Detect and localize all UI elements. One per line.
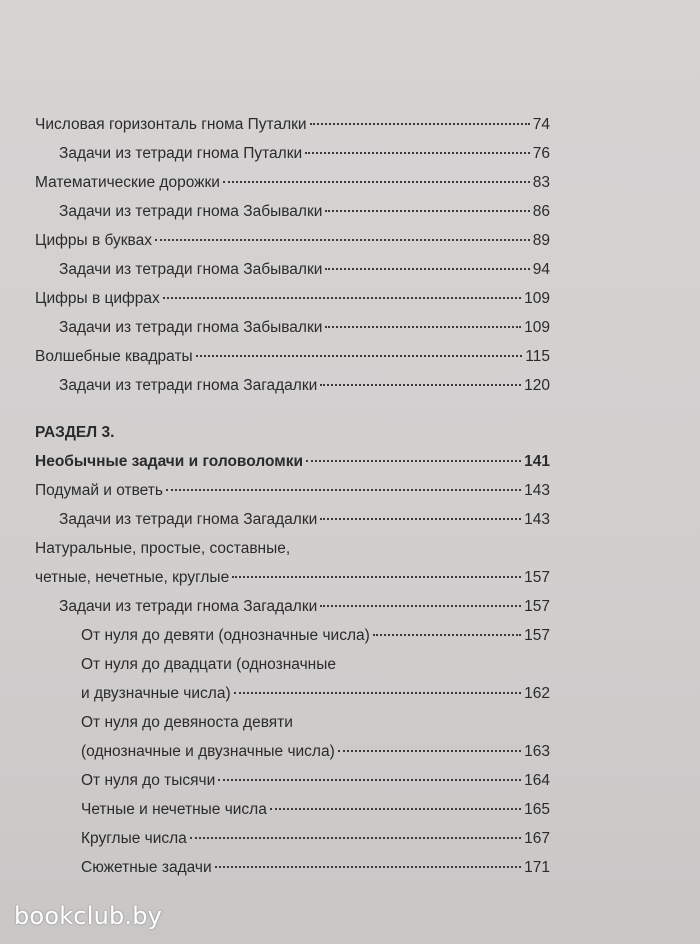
toc-entry-title: Четные и нечетные числа bbox=[81, 801, 267, 818]
dot-leader bbox=[325, 209, 529, 212]
toc-entry-row bbox=[35, 476, 550, 505]
dot-leader bbox=[234, 691, 522, 694]
toc-entry-row bbox=[59, 313, 550, 342]
toc-entry-title: Задачи из тетради гнома Загадалки bbox=[59, 598, 318, 615]
dot-leader bbox=[215, 865, 521, 868]
toc-entry-page-number: 115 bbox=[525, 348, 550, 365]
toc-entry-row bbox=[59, 197, 550, 226]
toc-entry bbox=[35, 371, 550, 400]
toc-entry bbox=[35, 342, 550, 371]
dot-leader bbox=[320, 517, 521, 520]
toc-entry-page-number: 83 bbox=[532, 174, 550, 191]
toc-entry-row bbox=[35, 284, 550, 313]
table-of-contents bbox=[35, 110, 550, 882]
toc-entry-page-number: 76 bbox=[532, 145, 550, 162]
toc-entry bbox=[35, 168, 550, 197]
toc-entry-page-number: 86 bbox=[532, 203, 550, 220]
toc-entry-title: Сюжетные задачи bbox=[81, 859, 212, 876]
toc-entry-row bbox=[35, 168, 550, 197]
toc-entry-page-number: 141 bbox=[524, 453, 550, 470]
dot-leader bbox=[310, 122, 530, 125]
toc-entry-title: Цифры в буквах bbox=[35, 232, 152, 249]
toc-entry bbox=[35, 313, 550, 342]
dot-leader bbox=[325, 267, 529, 270]
toc-entry bbox=[35, 621, 550, 650]
toc-entry-title: и двузначные числа) bbox=[81, 685, 231, 702]
toc-entry-title: Математические дорожки bbox=[35, 174, 220, 191]
toc-entry bbox=[35, 110, 550, 139]
dot-leader bbox=[232, 575, 521, 578]
toc-entry-page-number: 74 bbox=[532, 116, 550, 133]
toc-entry-page-number: 120 bbox=[524, 377, 550, 394]
toc-entry-row bbox=[35, 563, 550, 592]
toc-entry bbox=[35, 447, 550, 476]
dot-leader bbox=[166, 488, 521, 491]
toc-entry-title: Числовая горизонталь гнома Путалки bbox=[35, 116, 307, 133]
dot-leader bbox=[155, 238, 530, 241]
dot-leader bbox=[305, 151, 530, 154]
toc-entry-page-number: 143 bbox=[524, 511, 550, 528]
toc-entry-row bbox=[35, 342, 550, 371]
toc-entry-title: Задачи из тетради гнома Загадалки bbox=[59, 511, 318, 528]
dot-leader bbox=[163, 296, 521, 299]
dot-leader bbox=[270, 807, 521, 810]
toc-entry-row bbox=[81, 824, 550, 853]
toc-entry-title: Задачи из тетради гнома Загадалки bbox=[59, 377, 318, 394]
dot-leader bbox=[320, 383, 521, 386]
toc-entry-page-number: 157 bbox=[524, 627, 550, 644]
toc-group-a bbox=[35, 110, 550, 400]
toc-entry bbox=[35, 650, 550, 708]
toc-entry bbox=[35, 284, 550, 313]
toc-entry-row bbox=[59, 371, 550, 400]
toc-entry-row bbox=[59, 139, 550, 168]
toc-entry bbox=[35, 476, 550, 505]
dot-leader bbox=[320, 604, 521, 607]
toc-entry-row bbox=[35, 447, 550, 476]
toc-entry-title-line1: Натуральные, простые, составные, bbox=[35, 540, 291, 557]
toc-entry-page-number: 165 bbox=[524, 801, 550, 818]
toc-entry-title: Волшебные квадраты bbox=[35, 348, 193, 365]
toc-entry-title: Задачи из тетради гнома Путалки bbox=[59, 145, 303, 162]
toc-entry-title: Круглые числа bbox=[81, 830, 187, 847]
toc-entry-page-number: 162 bbox=[524, 685, 550, 702]
toc-entry-title-line1: От нуля до девяноста девяти bbox=[81, 714, 293, 731]
toc-entry-page-number: 167 bbox=[524, 830, 550, 847]
toc-entry-page-number: 157 bbox=[524, 569, 550, 586]
toc-entry bbox=[35, 592, 550, 621]
toc-entry bbox=[35, 197, 550, 226]
toc-entry-row bbox=[59, 255, 550, 284]
dot-leader bbox=[190, 836, 521, 839]
toc-entry-page-number: 109 bbox=[524, 290, 550, 307]
toc-entry bbox=[35, 505, 550, 534]
dot-leader bbox=[223, 180, 530, 183]
toc-entry-row bbox=[81, 679, 550, 708]
dot-leader bbox=[338, 749, 521, 752]
toc-entry-title: Задачи из тетради гнома Забывалки bbox=[59, 261, 323, 278]
toc-entry-row bbox=[35, 226, 550, 255]
toc-entry-title: Цифры в цифрах bbox=[35, 290, 160, 307]
toc-entry bbox=[35, 534, 550, 592]
toc-entry-page-number: 164 bbox=[524, 772, 550, 789]
toc-entry-title: Задачи из тетради гнома Забывалки bbox=[59, 203, 323, 220]
toc-entry-title: От нуля до тысячи bbox=[81, 772, 216, 789]
toc-entry-title: (однозначные и двузначные числа) bbox=[81, 743, 335, 760]
toc-entry-page-number: 163 bbox=[524, 743, 550, 760]
toc-entry-title: четные, нечетные, круглые bbox=[35, 569, 230, 586]
toc-entry-row bbox=[81, 795, 550, 824]
toc-entry bbox=[35, 795, 550, 824]
toc-entry-page-number: 94 bbox=[532, 261, 550, 278]
toc-entry bbox=[35, 139, 550, 168]
toc-entry-title: Задачи из тетради гнома Забывалки bbox=[59, 319, 323, 336]
dot-leader bbox=[325, 325, 521, 328]
toc-entry bbox=[35, 766, 550, 795]
toc-entry bbox=[35, 708, 550, 766]
toc-entry bbox=[35, 226, 550, 255]
toc-entry-title: Необычные задачи и головоломки bbox=[35, 453, 303, 470]
toc-entry bbox=[35, 853, 550, 882]
toc-entry-row bbox=[35, 110, 550, 139]
toc-entry-title: От нуля до девяти (однозначные числа) bbox=[81, 627, 370, 644]
toc-entry-page-number: 89 bbox=[532, 232, 550, 249]
toc-entry bbox=[35, 824, 550, 853]
toc-entry-page-number: 171 bbox=[524, 859, 550, 876]
dot-leader bbox=[373, 633, 521, 636]
toc-entry-title: Подумай и ответь bbox=[35, 482, 163, 499]
dot-leader bbox=[306, 459, 521, 462]
dot-leader bbox=[218, 778, 521, 781]
toc-entry-title-line1: От нуля до двадцати (однозначные bbox=[81, 656, 336, 673]
toc-entry-page-number: 143 bbox=[524, 482, 550, 499]
toc-entry-row bbox=[81, 621, 550, 650]
toc-entry-page-number: 157 bbox=[524, 598, 550, 615]
toc-entry-row bbox=[59, 592, 550, 621]
toc-entry-row bbox=[81, 766, 550, 795]
watermark: bookclub.by bbox=[14, 902, 163, 930]
toc-entry-row bbox=[81, 737, 550, 766]
toc-entry-row bbox=[59, 505, 550, 534]
section-heading: РАЗДЕЛ 3. bbox=[35, 424, 115, 441]
dot-leader bbox=[196, 354, 523, 357]
toc-group-b bbox=[35, 447, 550, 882]
toc-entry-page-number: 109 bbox=[524, 319, 550, 336]
toc-entry bbox=[35, 255, 550, 284]
toc-entry-row bbox=[81, 853, 550, 882]
